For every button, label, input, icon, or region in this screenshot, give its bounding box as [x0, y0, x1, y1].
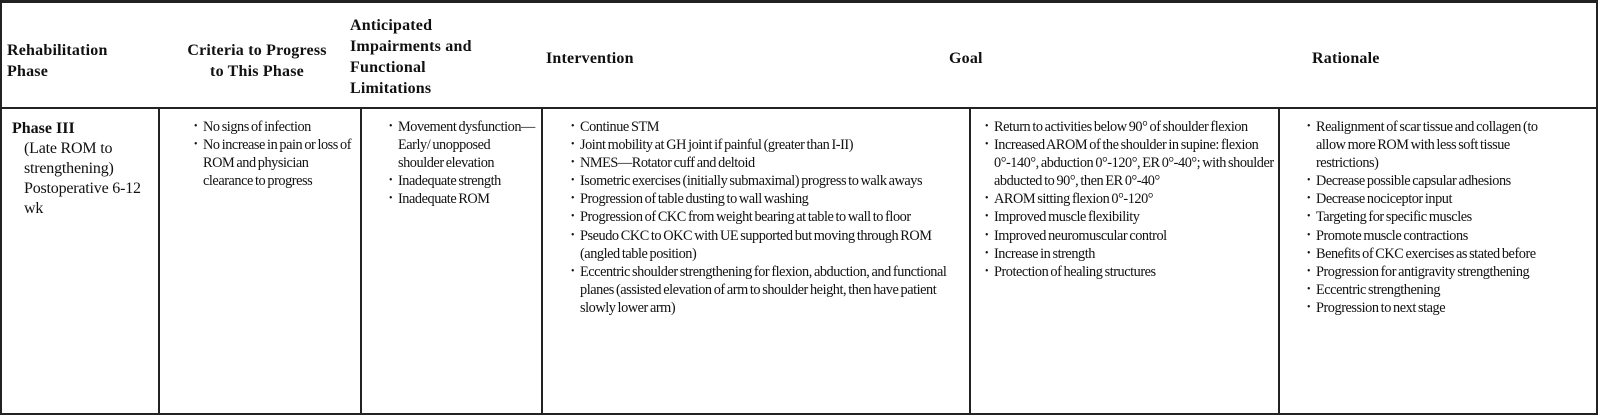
phase-subtitle: (Late ROM to strengthening)	[24, 140, 114, 177]
intervention-list	[571, 118, 965, 317]
list-item: • Protection of healing structures	[985, 263, 1274, 281]
list-item: • Progression of table dusting to wall washing	[571, 190, 965, 208]
list-item: • Progression to next stage	[1307, 299, 1538, 317]
list-item: • Continue STM	[571, 118, 965, 136]
table-header-row	[2, 3, 1596, 109]
list-item: • Joint mobility at GH joint if painful (greater than I-II)	[571, 136, 965, 154]
list-item: • AROM sitting flexion 0°-120°	[985, 190, 1274, 208]
phase-timing: Postoperative 6-12 wk	[24, 180, 141, 217]
list-item: • Targeting for specific muscles	[1307, 208, 1538, 226]
list-item: • Return to activities below 90° of shoulder flexion	[985, 118, 1274, 136]
list-item: • Progression of CKC from weight bearing at table to wall to floor	[571, 208, 965, 226]
impairments-cell	[360, 107, 541, 413]
list-item: • No increase in pain or loss of ROM and physician clearance to progress	[194, 136, 352, 190]
list-item: • Increased AROM of the shoulder in supine: flexion 0°-140°, abduction 0°-120°, ER 0°-40°; with shoulder abducted to 90°, then ER 0°-40°	[985, 136, 1274, 190]
list-item: • Inadequate ROM	[389, 190, 537, 208]
list-item: • Decrease nociceptor input	[1307, 190, 1538, 208]
rationale-list	[1307, 118, 1538, 317]
list-item: • Benefits of CKC exercises as stated before	[1307, 245, 1538, 263]
list-item: • Isometric exercises (initially submaximal) progress to walk aways	[571, 172, 965, 190]
intervention-cell	[541, 107, 969, 413]
goal-list	[985, 118, 1274, 281]
header-goal: Goal	[949, 50, 983, 67]
list-item: • Improved muscle flexibility	[985, 208, 1274, 226]
list-item: • NMES—Rotator cuff and deltoid	[571, 154, 965, 172]
criteria-cell	[158, 107, 360, 413]
list-item: • No signs of infection	[194, 118, 352, 136]
list-item: • Increase in strength	[985, 245, 1274, 263]
header-phase: Rehabilitation Phase	[7, 42, 108, 80]
list-item: • Improved neuromuscular control	[985, 227, 1274, 245]
header-impairments: Anticipated Impairments and Functional Limitations	[350, 17, 472, 97]
rationale-cell	[1278, 107, 1598, 413]
goal-cell	[969, 107, 1278, 413]
list-item: • Eccentric strengthening	[1307, 281, 1538, 299]
list-item: • Pseudo CKC to OKC with UE supported but moving through ROM (angled table position)	[571, 227, 965, 263]
header-criteria: Criteria to Progress to This Phase	[187, 42, 327, 80]
criteria-list	[194, 118, 352, 190]
list-item: • Realignment of scar tissue and collagen (to allow more ROM with less soft tissue restrictions)	[1307, 118, 1538, 172]
list-item: • Movement dysfunction—Early/ unopposed shoulder elevation	[389, 118, 537, 172]
header-intervention: Intervention	[546, 50, 634, 67]
impairments-list	[389, 118, 537, 208]
list-item: • Eccentric shoulder strengthening for flexion, abduction, and functional planes (assisted elevation of arm to shoulder height, then have patient slowly lower arm)	[571, 263, 965, 317]
list-item: • Inadequate strength	[389, 172, 537, 190]
phase-title: Phase III	[12, 120, 75, 137]
phase-cell	[2, 107, 159, 413]
header-rationale: Rationale	[1312, 50, 1380, 67]
list-item: • Decrease possible capsular adhesions	[1307, 172, 1538, 190]
list-item: • Promote muscle contractions	[1307, 227, 1538, 245]
list-item: • Progression for antigravity strengthening	[1307, 263, 1538, 281]
